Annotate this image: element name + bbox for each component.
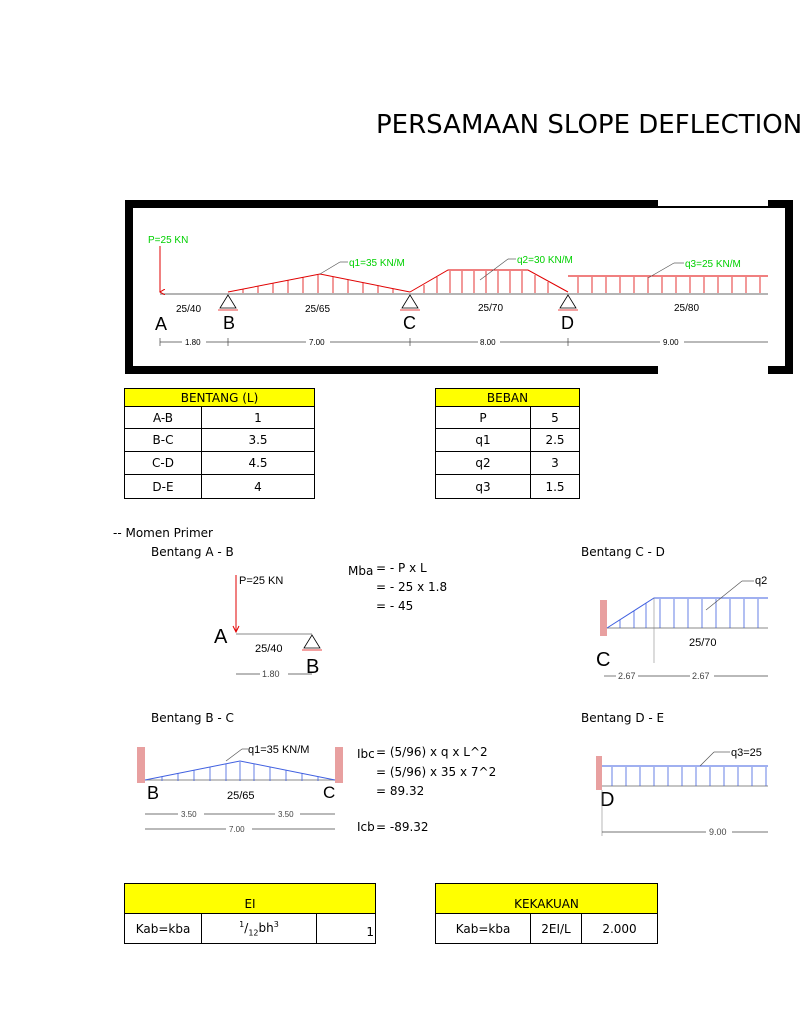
ab-dim: 1.80: [262, 669, 280, 679]
ab-node-b: B: [306, 656, 320, 678]
mba-line-1: = - P x L: [376, 561, 427, 575]
de-load-label: q3=25: [731, 747, 762, 759]
de-node: D: [600, 789, 615, 811]
bc-load-label: q1=35 KN/M: [248, 744, 310, 756]
mbc-line-2: = (5/96) x 35 x 7^2: [376, 765, 497, 779]
kekakuan-table: [435, 883, 658, 944]
bentang-ab-label: Bentang A - B: [151, 545, 234, 559]
ei-formula-den: 12: [248, 928, 259, 938]
ei-row-label: Kab=kba: [125, 914, 202, 944]
ei-formula-num: 1: [239, 919, 245, 929]
beban-load: P: [436, 407, 531, 429]
ab-load-label: P=25 KN: [239, 575, 284, 587]
beam-diagram: [0, 0, 802, 380]
q1-label: q1=35 KN/M: [349, 258, 405, 269]
bentang-cd-label: Bentang C - D: [581, 545, 665, 559]
point-load-label: P=25 KN: [148, 235, 189, 246]
kekakuan-value: 2.000: [582, 914, 658, 944]
de-diagram: [596, 740, 768, 840]
ei-table: [124, 883, 376, 944]
page-title: PERSAMAAN SLOPE DEFLECTION: [376, 110, 802, 140]
beban-value: 3: [531, 452, 580, 475]
support-b: [218, 295, 238, 310]
beban-value: 1.5: [531, 475, 580, 499]
q2-label: q2=30 KN/M: [517, 255, 573, 266]
ab-node-a: A: [214, 626, 228, 648]
bentang-bc-label: Bentang B - C: [151, 711, 234, 725]
mbc-lhs: Ibc: [357, 747, 375, 761]
bc-node-c: C: [323, 783, 336, 802]
node-d: D: [561, 313, 574, 333]
bc-dim-2: 3.50: [278, 810, 294, 819]
ei-formula-exp: 3: [273, 919, 279, 929]
kekakuan-formula: 2EI/L: [531, 914, 582, 944]
mbc-line-1: = (5/96) x q x L^2: [376, 745, 488, 759]
mcb-value: = -89.32: [376, 820, 429, 834]
ei-header: EI: [125, 884, 376, 914]
dim-de: 9.00: [663, 338, 679, 347]
bentang-span: B-C: [125, 429, 202, 452]
bentang-table: [124, 388, 315, 499]
support-d: [558, 295, 578, 310]
support-c: [400, 295, 420, 310]
bentang-value: 1: [202, 407, 315, 429]
bentang-span: D-E: [125, 475, 202, 499]
mbc-line-3: = 89.32: [376, 784, 425, 798]
kekakuan-header: KEKAKUAN: [436, 884, 658, 914]
section-de: 25/80: [674, 303, 700, 314]
section-bc: 25/65: [305, 304, 331, 315]
q3-label: q3=25 KN/M: [685, 259, 741, 270]
beban-value: 2.5: [531, 429, 580, 452]
bc-section: 25/65: [227, 790, 255, 802]
beban-load: q3: [436, 475, 531, 499]
mcb-lhs: Icb: [357, 820, 375, 834]
cd-node: C: [596, 649, 611, 671]
beban-load: q1: [436, 429, 531, 452]
bc-dim-1: 3.50: [181, 810, 197, 819]
kekakuan-row-label: Kab=kba: [436, 914, 531, 944]
ei-formula-tail: bh: [258, 920, 274, 935]
cd-dim-1: 2.67: [618, 671, 636, 681]
bc-node-b: B: [147, 783, 160, 803]
cd-section: 25/70: [689, 637, 717, 649]
ei-value: 1: [317, 914, 376, 944]
node-b: B: [223, 313, 236, 333]
mba-lhs: Mba: [348, 564, 374, 578]
bc-dim-total: 7.00: [229, 825, 245, 834]
dim-cd: 8.00: [480, 338, 496, 347]
bentang-de-label: Bentang D - E: [581, 711, 665, 725]
bc-diagram: [130, 735, 350, 840]
section-ab: 25/40: [176, 304, 202, 315]
beban-header: BEBAN: [436, 389, 580, 407]
bentang-value: 4.5: [202, 452, 315, 475]
q3-arrows: [578, 277, 760, 293]
q2-arrows: [424, 271, 548, 293]
ab-diagram: [200, 566, 340, 686]
node-c: C: [403, 313, 416, 333]
bentang-value: 4: [202, 475, 315, 499]
node-a: A: [155, 314, 168, 334]
mba-line-3: = - 45: [376, 599, 414, 613]
cd-diagram: [596, 568, 768, 688]
beban-value: 5: [531, 407, 580, 429]
bentang-span: A-B: [125, 407, 202, 429]
cd-dim-2: 2.67: [692, 671, 710, 681]
cd-load-label: q2: [755, 575, 768, 587]
beban-table: [435, 388, 580, 499]
dim-ab: 1.80: [185, 338, 201, 347]
dim-bc: 7.00: [309, 338, 325, 347]
mba-line-2: = - 25 x 1.8: [376, 580, 448, 594]
ab-section: 25/40: [255, 643, 283, 655]
bentang-value: 3.5: [202, 429, 315, 452]
de-dim: 9.00: [709, 827, 727, 837]
bentang-header: BENTANG (L): [125, 389, 315, 407]
momen-heading: -- Momen Primer: [113, 526, 213, 540]
section-cd: 25/70: [478, 303, 504, 314]
bentang-span: C-D: [125, 452, 202, 475]
ei-formula: $^1/_{12}bh^3$: [202, 914, 317, 944]
beban-load: q2: [436, 452, 531, 475]
